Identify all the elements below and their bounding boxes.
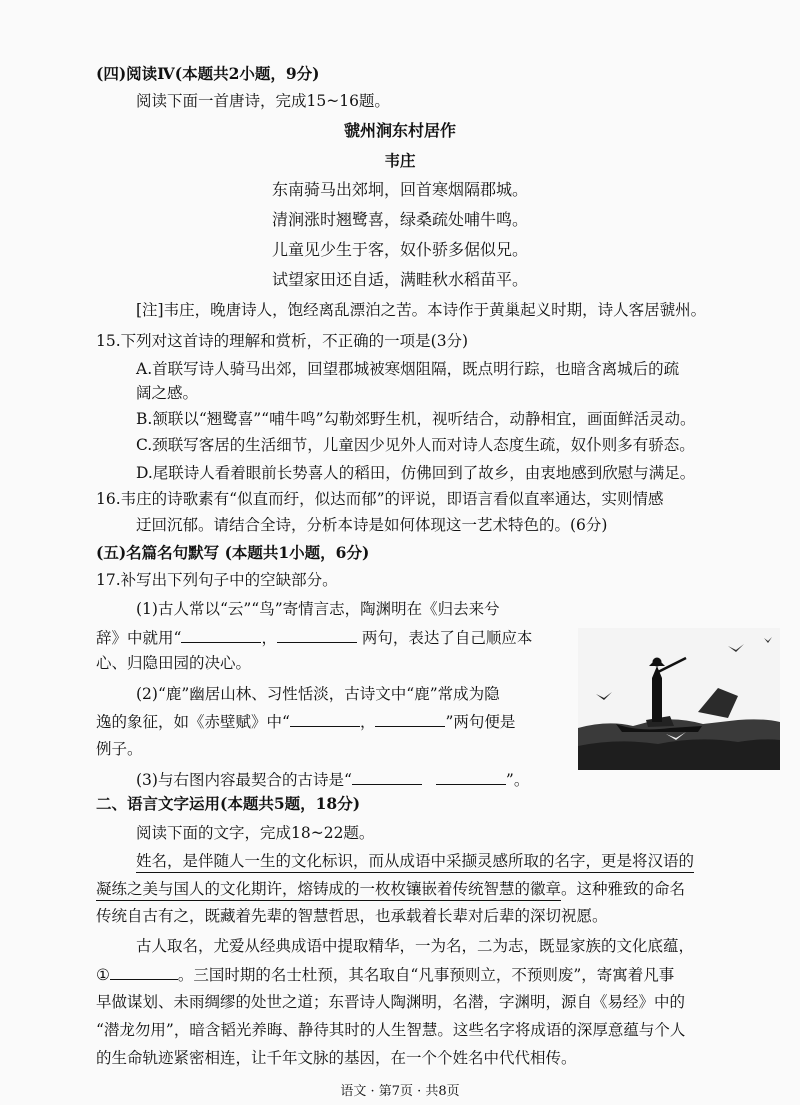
poem-line: 清涧涨时翘鹭喜，绿桑疏处哺牛鸣。	[271, 210, 528, 229]
part2-heading: 二、语言文字运用(本题共5题，18分)	[96, 794, 361, 813]
poem-line: 试望家田还自适，满畦秋水稻苗平。	[271, 270, 528, 289]
answer-blank[interactable]	[277, 626, 357, 643]
q17-p1-text-c: 两句，表达了自己顺应本	[356, 629, 533, 647]
poem-author: 韦庄	[384, 151, 416, 170]
section4-intro: 阅读下面一首唐诗，完成15~16题。	[136, 92, 390, 110]
q17-p2-line1: (2)“鹿”幽居山林、习性恬淡，古诗文中“鹿”常成为隐	[136, 685, 500, 703]
q15-option-b: B.颔联以“翘鹭喜”“哺牛鸣”勾勒郊野生机，视听结合，动静相宜，画面鲜活灵动。	[136, 410, 696, 428]
passage-text: 。三国时期的名士杜预，其名取自“凡事预则立，不预则废”，寄寓着凡事	[177, 966, 675, 984]
q17-p3	[136, 768, 529, 791]
q15-option-a: A.首联写诗人骑马出郊，回望郡城被寒烟阻隔，既点明行踪，也暗含离城后的疏	[136, 360, 680, 378]
q15-stem: 15.下列对这首诗的理解和赏析，不正确的一项是(3分)	[96, 332, 469, 350]
answer-blank[interactable]	[181, 626, 261, 643]
poem-title: 虢州涧东村居作	[343, 121, 456, 140]
passage-p2-line2	[96, 963, 674, 986]
q17-p2-text-a: 逸的象征，如《赤壁赋》中“	[96, 713, 290, 731]
page-footer: 语文 · 第7页 · 共8页	[340, 1084, 460, 1099]
poem-line: 东南骑马出郊坰，回首寒烟隔郡城。	[271, 180, 528, 199]
passage-text: 。这种雅致的命名	[561, 880, 686, 898]
q17-p1-text-b: ，	[261, 629, 277, 647]
answer-blank[interactable]	[290, 710, 360, 727]
passage-p2-line4: “潜龙勿用”，暗含韬光养晦、静待其时的人生智慧。这些名字将成语的深厚意蕴与个人	[96, 1021, 686, 1039]
answer-blank[interactable]	[352, 768, 422, 785]
passage-p2-line1: 古人取名，尤爱从经典成语中提取精华，一为名，二为志，既显家族的文化底蕴，	[136, 937, 695, 955]
poem-note: [注]韦庄，晚唐诗人，饱经离乱漂泊之苦。本诗作于黄巢起义时期，诗人客居虢州。	[136, 301, 707, 319]
q17-p1-line3: 心、归隐田园的决心。	[96, 654, 252, 672]
q17-p1-text-a: 辞》中就用“	[96, 629, 182, 647]
q17-p1-line2	[96, 626, 532, 649]
section4-heading: (四)阅读Ⅳ(本题共2小题，9分)	[96, 64, 320, 83]
q16-line2: 迂回沉郁。请结合全诗，分析本诗是如何体现这一艺术特色的。(6分)	[136, 516, 608, 534]
answer-blank[interactable]	[110, 963, 178, 980]
q16-line1: 16.韦庄的诗歌素有“似直而纡，似达而郁”的评说，即语言看似直率通达，实则情感	[96, 490, 664, 508]
q17-p2-line3: 例子。	[96, 740, 143, 758]
fisherman-boat-illustration	[578, 628, 780, 770]
answer-blank[interactable]	[436, 768, 506, 785]
q17-p2-text-b: ，	[359, 713, 376, 731]
q17-p3-text-a: (3)与右图内容最契合的古诗是“	[136, 771, 352, 789]
q17-p2-text-c: ”两句便是	[445, 713, 516, 731]
poem-line: 儿童见少生于客，奴仆骄多倨似兄。	[271, 240, 528, 259]
blank-marker: ①	[96, 966, 110, 984]
passage-p1-line1	[136, 850, 694, 872]
answer-blank[interactable]	[375, 710, 445, 727]
q17-p2-line2	[96, 710, 515, 733]
passage-p1-line2	[96, 878, 685, 900]
section5-heading: (五)名篇名句默写 (本题共1小题，6分)	[96, 543, 370, 562]
passage-p2-line3: 早做谋划、未雨绸缪的处世之道；东晋诗人陶渊明，名潜，字渊明，源自《易经》中的	[96, 993, 686, 1011]
underlined-sentence: 凝练之美与国人的文化期许，熔铸成的一枚枚镶嵌着传统智慧的徽章	[96, 880, 561, 901]
passage-p1-line3: 传统自古有之，既藏着先辈的智慧哲思，也承载着长辈对后辈的深切祝愿。	[96, 907, 608, 925]
passage-p2-line5: 的生命轨迹紧密相连，让千年文脉的基因，在一个个姓名中代代相传。	[96, 1049, 577, 1067]
q17-p1-line1: (1)古人常以“云”“鸟”寄情言志，陶渊明在《归去来兮	[136, 600, 500, 618]
q15-option-a-cont: 阔之感。	[136, 384, 199, 402]
q15-option-d: D.尾联诗人看着眼前长势喜人的稻田，仿佛回到了故乡，由衷地感到欣慰与满足。	[136, 464, 696, 482]
part2-intro: 阅读下面的文字，完成18~22题。	[136, 824, 375, 842]
q17-p3-text-b: ”。	[505, 771, 530, 789]
q15-option-c: C.颈联写客居的生活细节，儿童因少见外人而对诗人态度生疏，奴仆则多有骄态。	[136, 436, 695, 454]
underlined-sentence: 姓名，是伴随人一生的文化标识，而从成语中采撷灵感所取的名字，更是将汉语的	[136, 852, 694, 873]
q17-stem: 17.补写出下列句子中的空缺部分。	[96, 571, 338, 589]
